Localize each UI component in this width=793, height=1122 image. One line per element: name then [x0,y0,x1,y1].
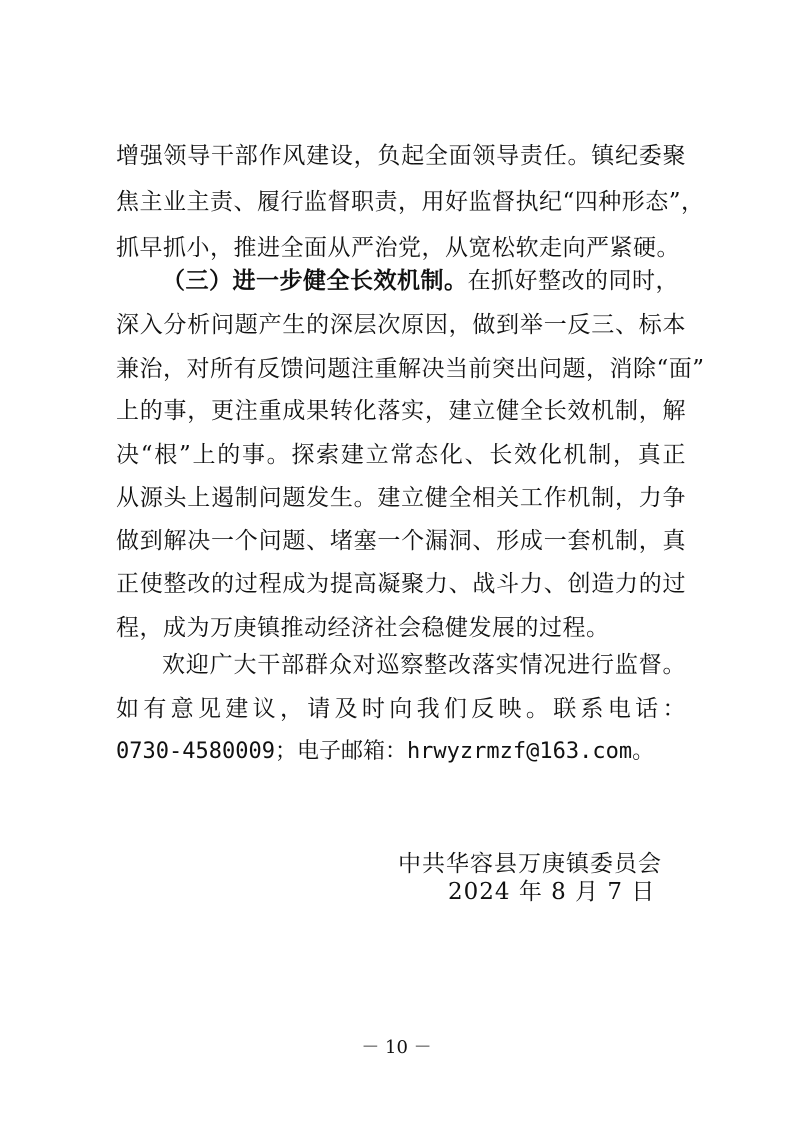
paragraph-line: 上的事，更注重成果转化落实，建立健全长效机制，解 [116,398,686,424]
paragraph-line: 正使整改的过程成为提高凝聚力、战斗力、创造力的过 [116,571,686,597]
paragraph-line: 增强领导干部作风建设，负起全面领导责任。镇纪委聚 [116,143,686,169]
section-heading-line [162,262,686,300]
paragraph-text: 在抓好整改的同时， [467,268,679,294]
page-number: － 10 － [361,1037,432,1058]
paragraph-line: 深入分析问题产生的深层次原因，做到举一反三、标本 [116,312,686,338]
paragraph-line: 如有意见建议，请及时向我们反映。联系电话： [116,696,686,722]
paragraph-line: 欢迎广大干部群众对巡察整改落实情况进行监督。 [162,652,686,678]
paragraph-line: 程，成为万庚镇推动经济社会稳健发展的过程。 [116,615,610,641]
paragraph-line: 抓早抓小，推进全面从严治党，从宽松软走向严紧硬。 [116,235,680,261]
signature-org: 中共华容县万庚镇委员会 [398,851,662,877]
paragraph-line: 兼治，对所有反馈问题注重解决当前突出问题，消除“面” [116,356,705,382]
paragraph-line: 决“根”上的事。探索建立常态化、长效化机制，真正 [116,442,686,468]
paragraph-line: 从源头上遏制问题发生。建立健全相关工作机制，力争 [116,485,686,511]
signature-date: 2024 年 8 月 7 日 [448,879,656,905]
paragraph-line: 做到解决一个问题、堵塞一个漏洞、形成一套机制，真 [116,528,686,554]
contact-line: 0730-4580009；电子邮箱：hrwyzrmzf@163.com。 [116,739,655,764]
paragraph-line: 焦主业主责、履行监督职责，用好监督执纪“四种形态”， [116,189,705,215]
section-heading: （三）进一步健全长效机制。 [162,267,468,294]
